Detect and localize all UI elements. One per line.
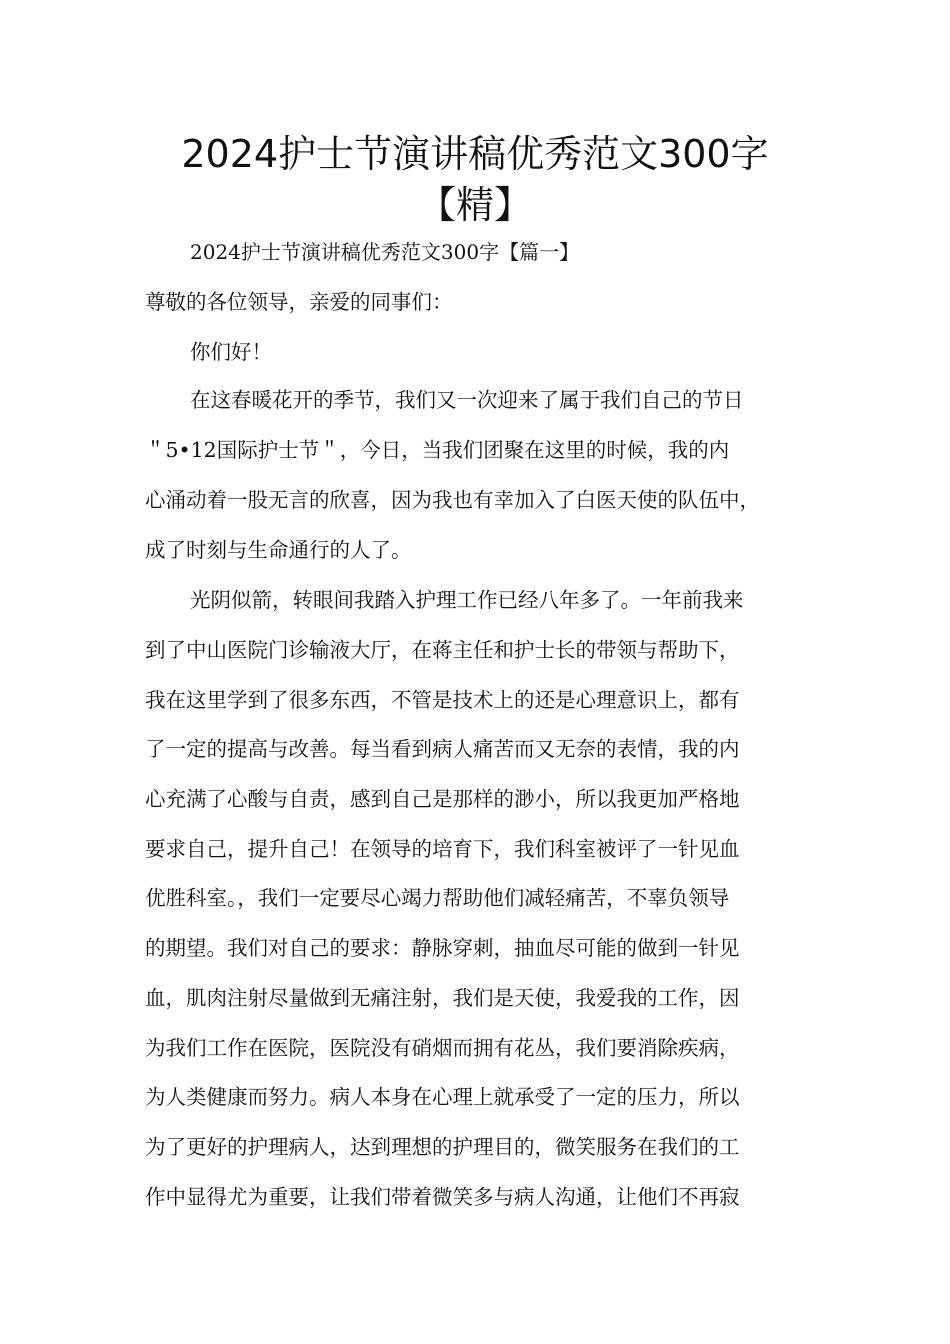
paragraph-1-line: 成了时刻与生命通行的人了。 [145, 538, 412, 562]
paragraph-2-line: 为我们工作在医院，医院没有硝烟而拥有花丛，我们要消除疾病， [145, 1036, 740, 1060]
paragraph-2-line: 为了更好的护理病人，达到理想的护理目的，微笑服务在我们的工 [145, 1135, 740, 1159]
paragraph-2-line: 要求自己，提升自己！在领导的培育下，我们科室被评了一针见血 [145, 837, 740, 861]
section-heading: 2024护士节演讲稿优秀范文300字【篇一】 [190, 240, 580, 264]
paragraph-2-line: 光阴似箭，转眼间我踏入护理工作已经八年多了。一年前我来 [190, 588, 744, 612]
paragraph-2-line: 了一定的提高与改善。每当看到病人痛苦而又无奈的表情，我的内 [145, 737, 740, 761]
paragraph-2-line: 为人类健康而努力。病人本身在心理上就承受了一定的压力，所以 [145, 1085, 740, 1109]
document-title-line-2: 【精】 [417, 183, 532, 227]
paragraph-2-line: 我在这里学到了很多东西，不管是技术上的还是心理意识上，都有 [145, 688, 740, 712]
paragraph-2-line: 优胜科室。，我们一定要尽心竭力帮助他们减轻痛苦，不辜负领导 [145, 886, 730, 910]
greeting: 你们好！ [190, 340, 272, 364]
paragraph-1-line: 心涌动着一股无言的欣喜，因为我也有幸加入了白医天使的队伍中， [145, 488, 760, 512]
paragraph-1-line: ＂5•12国际护士节＂，今日，当我们团聚在这里的时候，我的内 [145, 438, 730, 462]
paragraph-2-line: 心充满了心酸与自责，感到自己是那样的渺小，所以我更加严格地 [145, 787, 740, 811]
document-title-line-1: 2024护士节演讲稿优秀范文300字 [181, 132, 769, 176]
paragraph-2-line: 血，肌肉注射尽量做到无痛注射，我们是天使，我爱我的工作，因 [145, 986, 740, 1010]
salutation: 尊敬的各位领导，亲爱的同事们： [145, 290, 453, 314]
paragraph-2-line: 到了中山医院门诊输液大厅，在蒋主任和护士长的带领与帮助下， [145, 638, 740, 662]
paragraph-2-line: 的期望。我们对自己的要求：静脉穿刺，抽血尽可能的做到一针见 [145, 936, 740, 960]
paragraph-2-line: 作中显得尤为重要，让我们带着微笑多与病人沟通，让他们不再寂 [145, 1185, 740, 1209]
paragraph-1-line: 在这春暖花开的季节，我们又一次迎来了属于我们自己的节日 [190, 388, 744, 412]
